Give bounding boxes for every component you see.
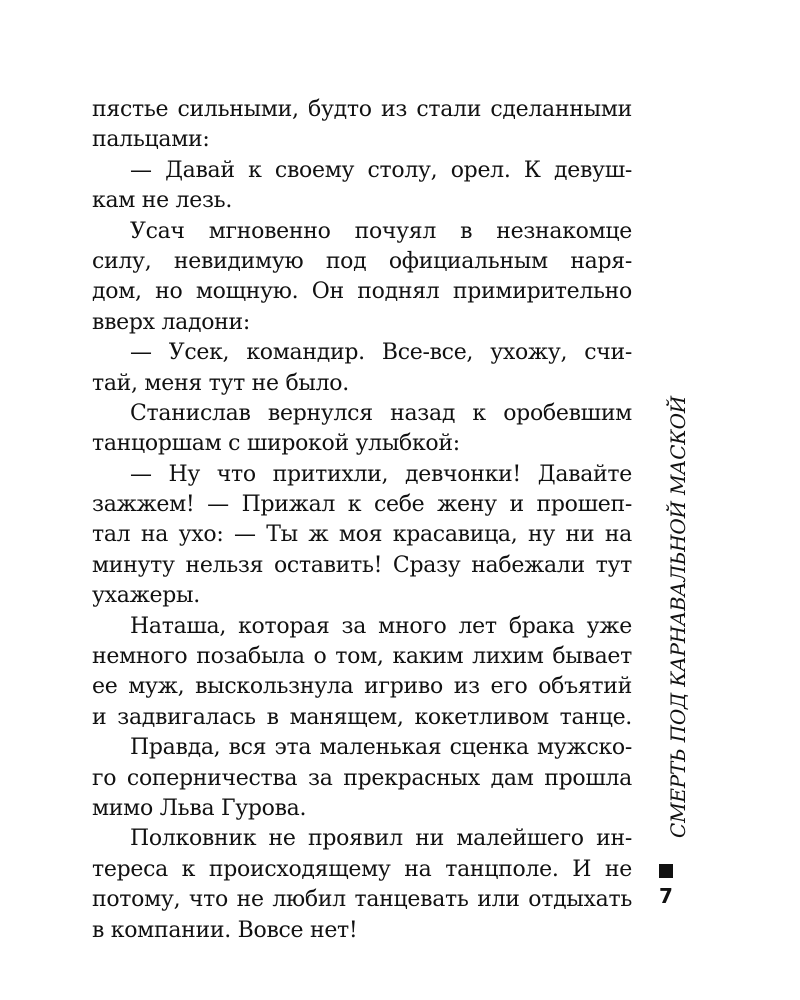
text-line: Усач мгновенно почуял в незнакомце <box>130 218 632 244</box>
text-line: Наташа, которая за много лет брака уже <box>130 613 632 639</box>
text-line: зажжем! — Прижал к себе жену и прошеп- <box>92 492 632 518</box>
text-line: Правда, вся эта маленькая сценка мужско- <box>130 735 632 761</box>
text-line: ухажеры. <box>92 583 200 609</box>
square-marker-icon <box>659 864 673 878</box>
text-line: тереса к происходящему на танцполе. И не <box>92 856 632 882</box>
text-line: потому, что не любил танцевать или отдыхать <box>92 887 632 913</box>
text-line: ее муж, выскользнула игриво из его объятий <box>92 674 632 700</box>
body-text <box>92 95 632 946</box>
text-line: кам не лезь. <box>92 188 233 214</box>
text-line: Полковник не проявил ни малейшего ин- <box>130 826 632 852</box>
text-line: тай, меня тут не было. <box>92 370 349 396</box>
text-line: пальцами: <box>92 127 210 153</box>
text-line: го соперничества за прекрасных дам прошла <box>92 765 632 791</box>
text-line: пястье сильными, будто из стали сделанными <box>92 97 632 122</box>
text-line: тал на ухо: — Ты ж моя красавица, ну ни на <box>92 522 632 548</box>
text-line: в компании. Вовсе нет! <box>92 917 358 943</box>
text-line: Станислав вернулся назад к оробевшим <box>130 400 632 426</box>
text-line: силу, невидимую под официальным наря- <box>92 248 632 274</box>
text-line: танцоршам с широкой улыбкой: <box>92 431 460 457</box>
text-line: мимо Льва Гурова. <box>92 795 307 821</box>
text-line: и задвигалась в манящем, кокетливом танце. <box>92 704 632 730</box>
text-line: немного позабыла о том, каким лихим бывает <box>92 644 632 670</box>
running-head-title: СМЕРТЬ ПОД КАРНАВАЛЬНОЙ МАСКОЙ <box>666 395 690 838</box>
text-line: — Ну что притихли, девчонки! Давайте <box>130 461 632 487</box>
page-number: 7 <box>659 884 673 908</box>
text-line: дом, но мощную. Он поднял примирительно <box>92 279 632 305</box>
text-line: — Давай к своему столу, орел. К девуш- <box>130 157 632 183</box>
text-line: — Усек, командир. Все-все, ухожу, счи- <box>130 340 632 366</box>
text-line: минуту нельзя оставить! Сразу набежали тут <box>92 552 632 578</box>
text-line: вверх ладони: <box>92 309 250 335</box>
